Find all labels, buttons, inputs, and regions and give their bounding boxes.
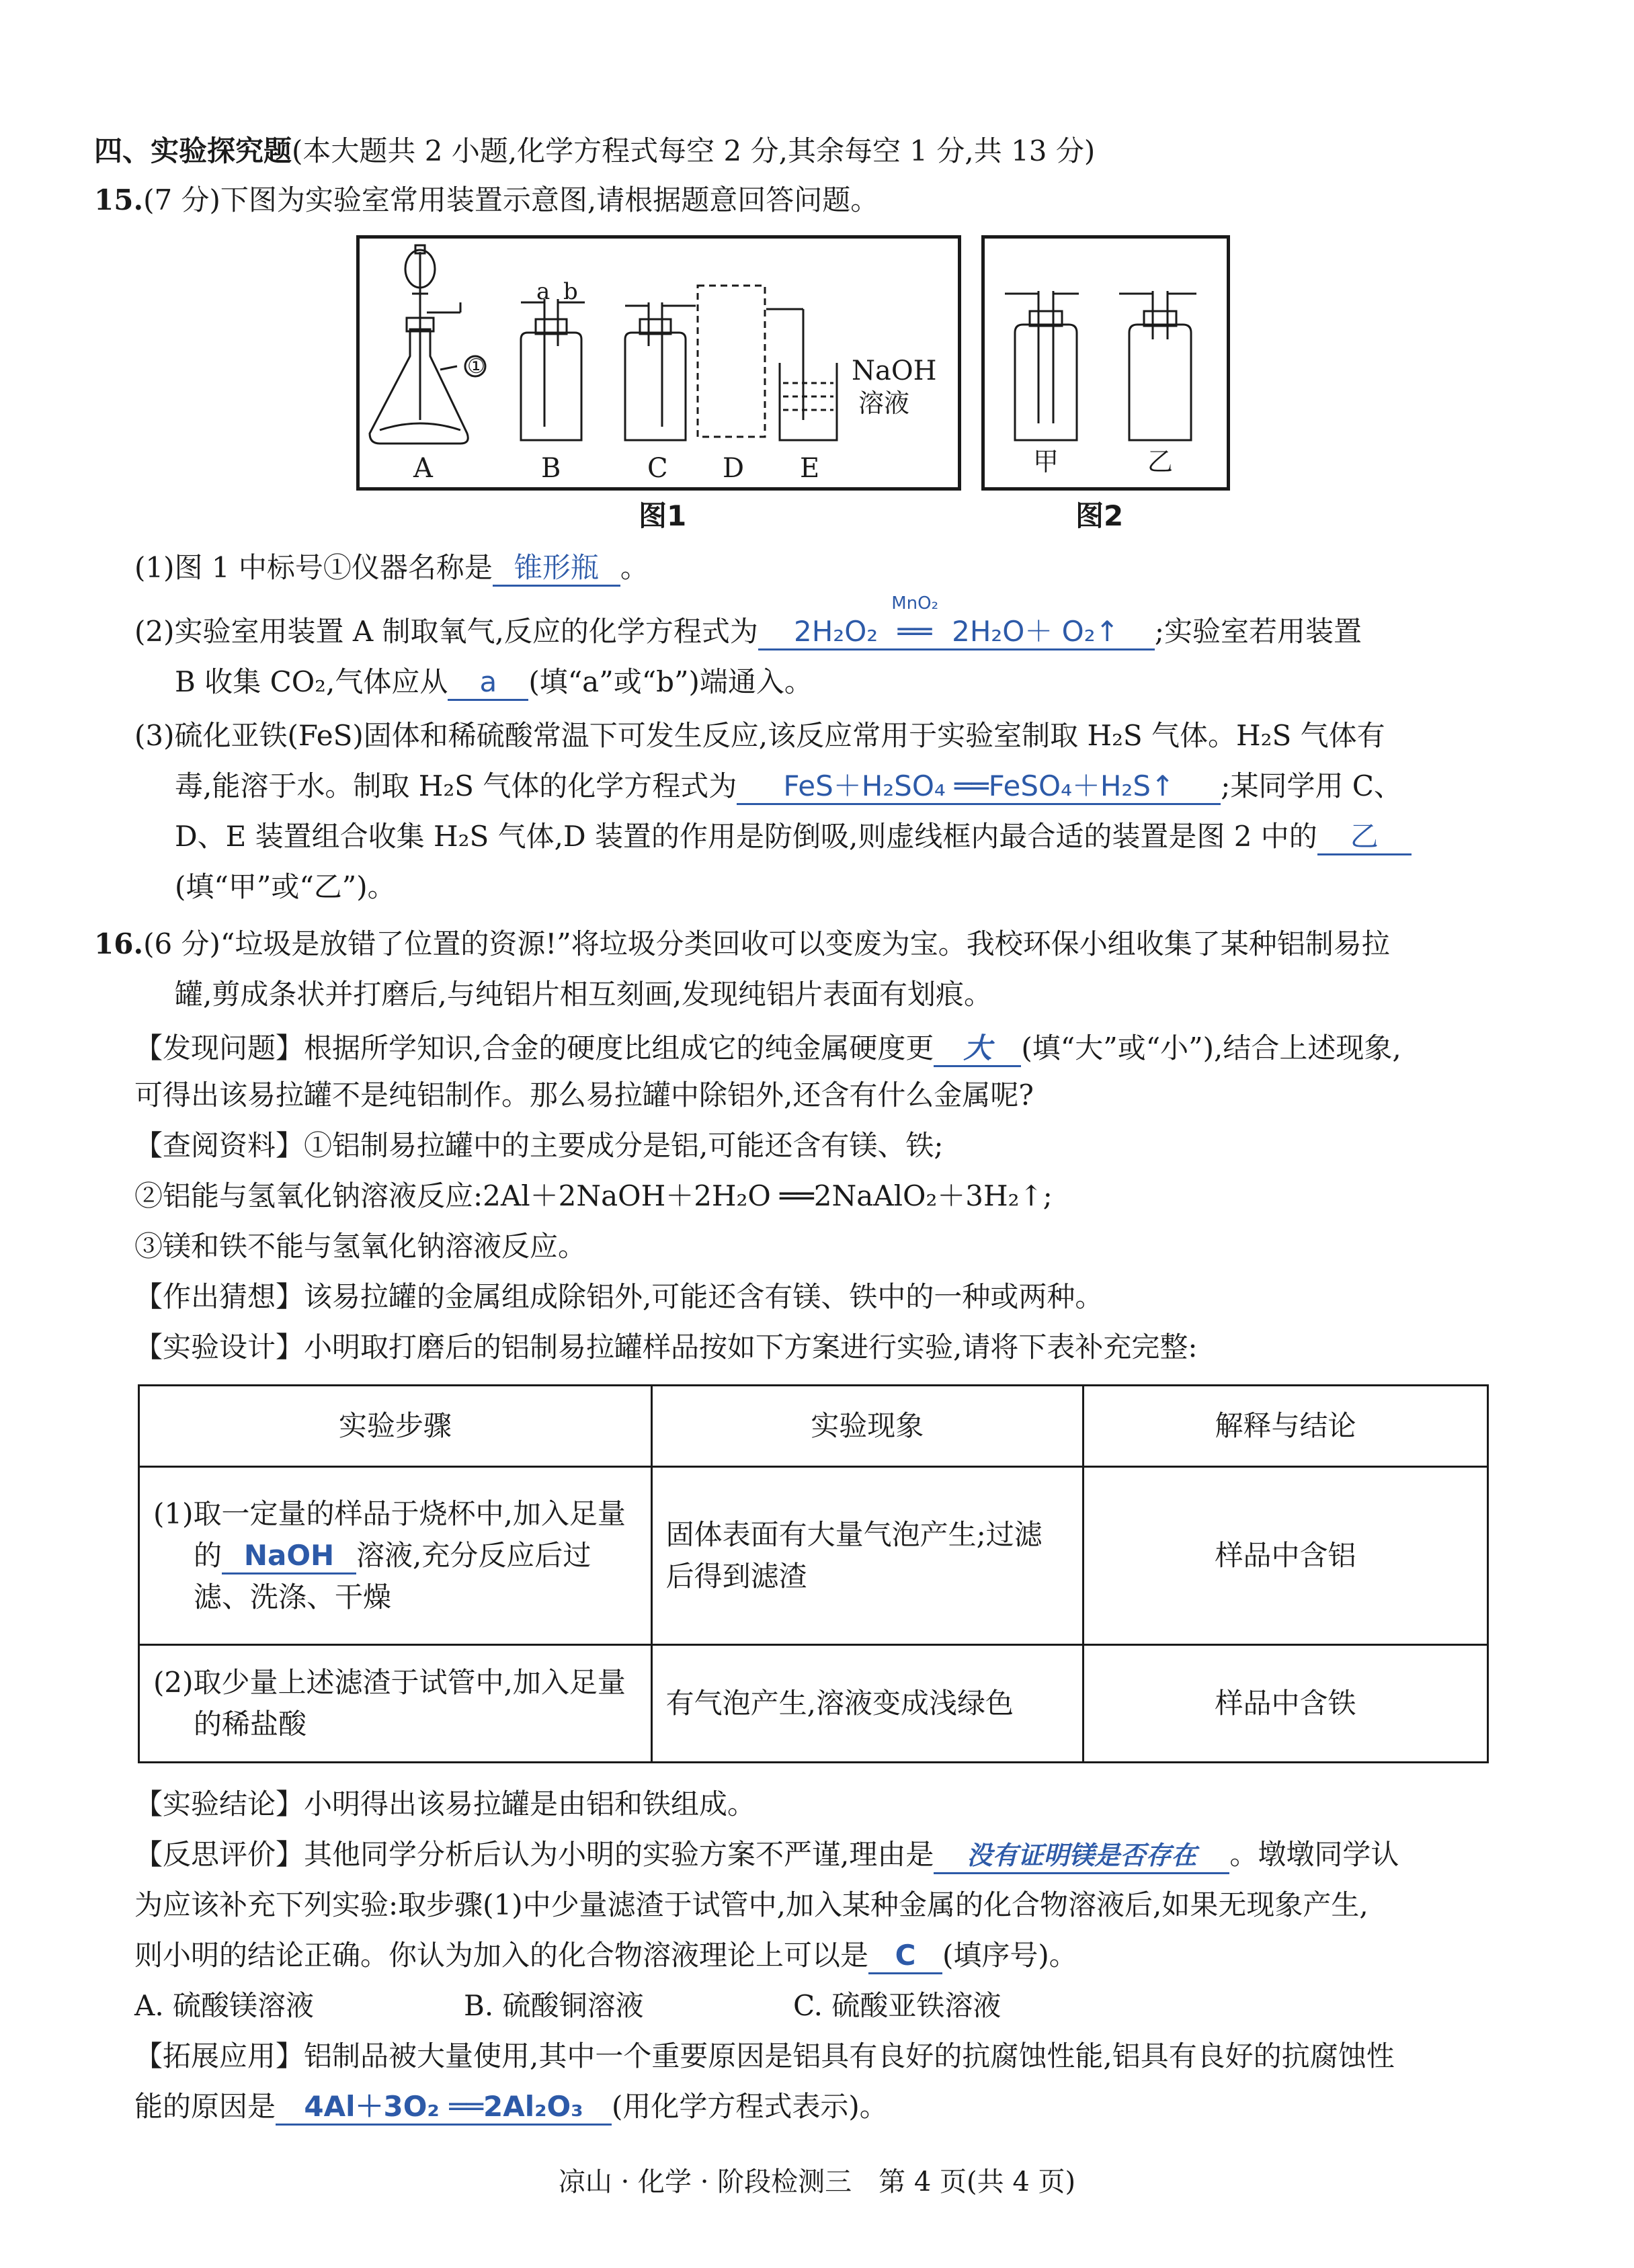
q16-find-problem xyxy=(134,1028,1401,1068)
q15-p2-text: (2)实验室用装置 A 制取氧气,反应的化学方程式为 xyxy=(134,615,758,648)
q16-stem-l2: 罐,剪成条状并打磨后,与纯铝片相互刻画,发现纯铝片表面有划痕。 xyxy=(175,978,993,1011)
fig1-label-d: D xyxy=(723,453,745,484)
q16-refl-text: 【反思评价】其他同学分析后认为小明的实验方案不严谨,理由是 xyxy=(134,1838,934,1871)
fig1-port-a: a xyxy=(536,278,550,305)
r1-step-pre: 的 xyxy=(194,1539,222,1572)
q16-reflection-l1 xyxy=(134,1835,1399,1875)
q15-p2-l2-text: B 收集 CO₂,气体应从 xyxy=(175,665,448,698)
q15-p2-answer2: a xyxy=(448,665,528,701)
q16-stem-l1 xyxy=(94,924,1390,964)
r1-step-l2 xyxy=(153,1535,637,1577)
q15-p2-catalyst: MnO₂ xyxy=(891,593,938,614)
apparatus-d-dashed-box xyxy=(698,286,765,437)
fig2-label-jia: 甲 xyxy=(1033,447,1059,476)
r1-phen-l2: 后得到滤渣 xyxy=(665,1560,807,1593)
r2-step-l1: (2)取少量上述滤渣于试管中,加入足量 xyxy=(153,1666,626,1699)
figure-2-drawing xyxy=(985,239,1227,487)
r1-step-l3: 滤、洗涤、干燥 xyxy=(194,1581,392,1613)
q16-ext-end: (用化学方程式表示)。 xyxy=(612,2090,888,2123)
table-row1-conclusion: 样品中含铝 xyxy=(1083,1467,1487,1645)
q16-ext-answer: 4Al＋3O₂ ══2Al₂O₃ xyxy=(276,2090,612,2126)
q16-reflection-l2: 为应该补充下列实验:取步骤(1)中少量滤渣于试管中,加入某种金属的化合物溶液后,如果无现象产生, xyxy=(134,1888,1369,1921)
q15-part3-l2 xyxy=(175,766,1402,806)
q16-reference-3: ③镁和铁不能与氢氧化钠溶液反应。 xyxy=(134,1230,587,1263)
fig1-port-b: b xyxy=(563,278,578,305)
table-row2-conclusion: 样品中含铁 xyxy=(1083,1645,1487,1763)
r2-step-l2: 的稀盐酸 xyxy=(194,1708,307,1740)
q15-p1-text: (1)图 1 中标号①仪器名称是 xyxy=(134,551,493,584)
r1-step-post: 溶液,充分反应后过 xyxy=(356,1539,591,1572)
q15-part3-l1: (3)硫化亚铁(FeS)固体和稀硫酸常温下可发生反应,该反应常用于实验室制取 H₂S 气体。H₂S 气体有 xyxy=(134,719,1385,752)
q15-p2-answer xyxy=(758,593,1155,650)
q16-find-answer: 大 xyxy=(934,1032,1021,1067)
q16-extension-l1: 【拓展应用】铝制品被大量使用,其中一个重要原因是铝具有良好的抗腐蚀性能,铝具有良好的抗腐蚀性 xyxy=(134,2040,1395,2072)
option-a: A. 硫酸镁溶液 xyxy=(134,1989,315,2022)
table-row xyxy=(139,1645,1488,1763)
q15-p3-l2-end: ;某同学用 C、 xyxy=(1221,769,1402,802)
q16-refl-l3-text: 则小明的结论正确。你认为加入的化合物溶液理论上可以是 xyxy=(134,1939,869,1972)
table-row2-step xyxy=(139,1645,652,1763)
apparatus-b-bottle xyxy=(521,299,585,440)
fig1-label-b: B xyxy=(541,453,561,484)
fig2-label-yi: 乙 xyxy=(1147,447,1174,476)
q15-p3-answer2: 乙 xyxy=(1317,820,1412,855)
option-c: C. 硫酸亚铁溶液 xyxy=(793,1989,1002,2022)
q16-refl-answer: 没有证明镁是否存在 xyxy=(934,1839,1229,1874)
q15-p3-l2-text: 毒,能溶于水。制取 H₂S 气体的化学方程式为 xyxy=(175,769,737,802)
q16-number: 16. xyxy=(94,927,144,960)
q16-find-text: 【发现问题】根据所学知识,合金的硬度比组成它的纯金属硬度更 xyxy=(134,1032,934,1064)
option-b: B. 硫酸铜溶液 xyxy=(464,1989,644,2022)
q16-refl-answer2: C xyxy=(868,1939,942,1974)
fig1-solution-label: 溶液 xyxy=(858,388,910,418)
apparatus-a-flask xyxy=(370,245,485,444)
fig2-bottle-yi xyxy=(1119,291,1196,440)
q15-p2-l2-end: (填“a”或“b”)端通入。 xyxy=(528,665,813,698)
figure-1 xyxy=(356,235,961,491)
q16-find-l2: 可得出该易拉罐不是纯铝制作。那么易拉罐中除铝外,还含有什么金属呢? xyxy=(134,1079,1034,1111)
q15-p2-ans-left: 2H₂O₂ xyxy=(794,615,879,648)
q15-part1 xyxy=(134,548,649,588)
q16-guess: 【作出猜想】该易拉罐的金属组成除铝外,可能还含有镁、铁中的一种或两种。 xyxy=(134,1280,1104,1313)
r1-step-answer: NaOH xyxy=(222,1539,356,1574)
q15-part2-line2 xyxy=(175,662,813,702)
table-row xyxy=(139,1467,1488,1645)
section-header xyxy=(94,131,1095,171)
table-header-row xyxy=(139,1386,1488,1467)
q15-number: 15. xyxy=(94,183,144,216)
table-header-step: 实验步骤 xyxy=(139,1386,652,1467)
fig1-label-e: E xyxy=(800,453,820,484)
q15-p3-answer1: FeS＋H₂SO₄ ══FeSO₄＋H₂S↑ xyxy=(737,769,1221,805)
q16-options xyxy=(134,1986,1002,2026)
figure-2 xyxy=(981,235,1230,491)
q16-reference-2: ②铝能与氢氧化钠溶液反应:2Al＋2NaOH＋2H₂O ══2NaAlO₂＋3H₂↑; xyxy=(134,1179,1053,1212)
q15-stem xyxy=(94,180,879,220)
table-header-conclusion: 解释与结论 xyxy=(1083,1386,1487,1467)
q16-conclusion: 【实验结论】小明得出该易拉罐是由铝和铁组成。 xyxy=(134,1788,756,1820)
q15-p1-end: 。 xyxy=(620,551,649,584)
apparatus-e-beaker xyxy=(766,309,837,440)
q16-stem-text: (6 分)“垃圾是放错了位置的资源!”将垃圾分类回收可以变废为宝。我校环保小组收集了某种铝制易拉 xyxy=(143,927,1390,960)
figure-1-drawing xyxy=(360,239,958,487)
q16-reference-1: 【查阅资料】①铝制易拉罐中的主要成分是铝,可能还含有镁、铁; xyxy=(134,1129,944,1162)
q15-p3-l3-text: D、E 装置组合收集 H₂S 气体,D 装置的作用是防倒吸,则虚线框内最合适的装置是图 2 中的 xyxy=(175,820,1317,853)
table-row2-phenomenon: 有气泡产生,溶液变成浅绿色 xyxy=(651,1645,1083,1763)
fig1-naoh-label: NaOH xyxy=(852,355,937,386)
q15-part3-l3 xyxy=(175,816,1412,857)
q15-part3-l4: (填“甲”或“乙”)。 xyxy=(175,870,396,903)
r1-phen-l1: 固体表面有大量气泡产生;过滤 xyxy=(665,1518,1043,1551)
fig1-label-c: C xyxy=(647,453,668,484)
q15-part2 xyxy=(134,593,1362,652)
fig1-label-a: A xyxy=(413,453,433,484)
table-row1-step xyxy=(139,1467,652,1645)
q15-p1-answer: 锥形瓶 xyxy=(493,551,620,587)
table-row1-phenomenon xyxy=(651,1467,1083,1645)
q15-p2-ans-right: 2H₂O＋ O₂↑ xyxy=(952,615,1119,648)
table-header-phenomenon: 实验现象 xyxy=(651,1386,1083,1467)
q16-refl-l3-end: (填序号)。 xyxy=(942,1939,1077,1972)
q16-extension-l2 xyxy=(134,2087,888,2127)
q16-refl-end: 。墩墩同学认 xyxy=(1229,1838,1399,1871)
section-title: 四、实验探究题 xyxy=(94,134,292,167)
section-note: (本大题共 2 小题,化学方程式每空 2 分,其余每空 1 分,共 13 分) xyxy=(292,134,1096,167)
experiment-table xyxy=(138,1384,1489,1763)
q16-reflection-l3 xyxy=(134,1935,1077,1976)
q16-find-end: (填“大”或“小”),结合上述现象, xyxy=(1021,1032,1401,1064)
q15-p2-mid: ;实验室若用装置 xyxy=(1154,615,1362,648)
fig1-circled-1: ① xyxy=(467,355,485,378)
apparatus-c-bottle xyxy=(625,302,696,440)
q15-stem-text: (7 分)下图为实验室常用装置示意图,请根据题意回答问题。 xyxy=(143,183,879,216)
figure-2-caption: 图2 xyxy=(1075,499,1124,532)
fig2-bottle-jia xyxy=(1005,291,1079,440)
q15-p2-ans-eqsign: MnO₂ ══ xyxy=(878,615,952,648)
figure-1-caption: 图1 xyxy=(639,499,687,532)
page-footer: 凉山 · 化学 · 阶段检测三 第 4 页(共 4 页) xyxy=(558,2167,1076,2197)
q16-design: 【实验设计】小明取打磨后的铝制易拉罐样品按如下方案进行实验,请将下表补充完整: xyxy=(134,1331,1198,1363)
r1-step-l1: (1)取一定量的样品于烧杯中,加入足量 xyxy=(153,1497,626,1530)
q16-ext-text: 能的原因是 xyxy=(134,2090,276,2123)
